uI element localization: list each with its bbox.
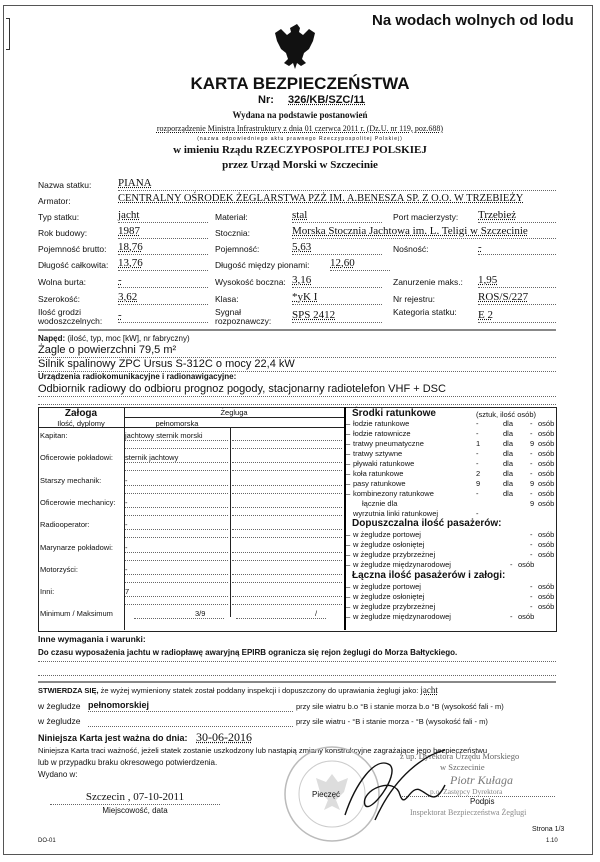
loss-text-2: lub w przypadku braku okresowego potwierdzenia. (38, 758, 218, 767)
field-value: 18,76 (118, 241, 143, 253)
crew-subheader: Ilość, dyplomy (57, 419, 105, 428)
field-label: Rok budowy: (38, 228, 88, 238)
regulation: rozporządzenie Ministra Infrastruktury z dnia 01 czerwca 2011 r. (Dz.U. nr 119, poz.688) (156, 124, 444, 133)
signature-label: Podpis (470, 797, 495, 806)
safety-item-dash: – (346, 439, 351, 448)
passenger-dash: – (346, 550, 351, 559)
dotted-line (125, 529, 228, 530)
dotted-line (232, 493, 342, 494)
line1-value: pełnomorskiej (88, 700, 150, 710)
dla-label: dla (503, 429, 514, 438)
dotted-line (118, 254, 208, 255)
safety-item-persons: - (530, 419, 533, 428)
safety-item-dash: – (346, 459, 351, 468)
passenger-dash: – (346, 540, 351, 549)
valid-until-value: 30-06-2016 (196, 730, 252, 744)
total-title: Łączna ilość pasażerów i załogi: (352, 570, 506, 581)
safety-item-persons: - (530, 489, 533, 498)
statement-text: że wyżej wymieniony statek został poddany inspekcji i dopuszczony do uprawiania żeglugi jako: (100, 686, 419, 695)
safety-item-dash: – (346, 449, 351, 458)
field-value: Morska Stocznia Jachtowa im. L. Teligi w Szczecinie (292, 225, 528, 237)
crew-value-pelnomorska: - (125, 564, 128, 574)
field-label: Wolna burta: (38, 277, 87, 287)
dotted-line (232, 560, 342, 561)
dotted-line (125, 493, 228, 494)
handwritten-signature (335, 745, 455, 825)
dotted-line (292, 322, 382, 323)
crew-role-label: Starszy mechanik: (40, 475, 102, 485)
dotted-line (125, 582, 228, 583)
binding-mark (6, 18, 10, 50)
dotted-line (232, 470, 342, 471)
dotted-line (478, 254, 556, 255)
safety-item-dash: – (346, 489, 351, 498)
dotted-line (232, 552, 342, 553)
dotted-line (118, 304, 208, 305)
total-people-dash: – (346, 612, 351, 621)
total-people-label: w żegludze osłoniętej (353, 592, 425, 601)
field-label: Materiał: (215, 212, 248, 222)
passenger-label: w żegludze przybrzeżnej (353, 550, 436, 559)
issued-basis: Wydana na podstawie postanowień (232, 110, 368, 120)
field-value: 3,16 (292, 274, 312, 286)
dotted-line (478, 287, 556, 288)
osob-label: osób (518, 612, 535, 621)
dotted-line (125, 462, 228, 463)
field-label: Szerokość: (38, 294, 81, 304)
line-thrower-label: wyrzutnia linki ratunkowej (353, 509, 439, 518)
dla-label: dla (503, 489, 514, 498)
crew-value-pelnomorska: - (125, 542, 128, 552)
crew-role-label: Kapitan: (40, 431, 68, 440)
statement-as-value: jacht (420, 685, 438, 695)
safety-item-dash: – (346, 479, 351, 488)
total-people-value: - (530, 582, 533, 591)
section-divider (38, 329, 556, 331)
regulation-note: (nazwa odpowiedniego aktu prawnego Rzeczypospolitej Polskiej) (197, 136, 403, 142)
crew-role-label: Oficerowie pokładowi: (40, 453, 113, 463)
dotted-line (118, 238, 208, 239)
dotted-line (125, 552, 228, 553)
field-value: 3,62 (118, 291, 138, 303)
field-label: Długość całkowita: (38, 260, 109, 270)
osob-label: osób (538, 592, 555, 601)
total-people-value: - (530, 602, 533, 611)
safety-item-count: - (476, 419, 479, 428)
dotted-line (292, 222, 382, 223)
field-value: - (118, 309, 122, 321)
field-value: 1987 (118, 225, 140, 237)
by-office: przez Urząd Morski w Szczecinie (222, 159, 378, 171)
field-value-owner: CENTRALNY OŚRODEK ŻEGLARSTWA PZŻ IM. A.BENESZA SP. Z O.O. W TRZEBIEŻY (118, 193, 524, 204)
statement-lead: STWIERDZA SIĘ, (38, 686, 99, 695)
on-behalf: w imieniu Rządu RZECZYPOSPOLITEJ POLSKIEJ (173, 144, 427, 156)
crew-value-pelnomorska: - (125, 520, 128, 530)
safety-item-dash: – (346, 419, 351, 428)
field-label: Sygnał rozpoznawczy: (215, 307, 272, 326)
dotted-line (232, 507, 342, 508)
line-thrower-value: - (476, 509, 479, 518)
field-label: Ilość grodzi wodoszczelnych: (38, 307, 103, 326)
field-label: Port macierzysty: (393, 212, 459, 222)
place-date-caption: Miejscowość, data (102, 806, 168, 815)
line2-tail: przy sile wiatru - °B i stanie morza - °B (wysokość fali - m) (296, 717, 488, 726)
passenger-label: w żegludze międzynarodowej (353, 560, 451, 569)
propulsion-label: Napęd: (38, 334, 66, 343)
field-label: Pojemność brutto: (38, 244, 107, 254)
line2-label: w żegludze (38, 716, 81, 726)
crew-role-label: Oficerowie mechanicy: (40, 497, 116, 507)
crew-role-label: Minimum / Maksimum (40, 609, 113, 619)
issued-label: Wydano w: (38, 770, 78, 779)
dotted-line (478, 322, 556, 323)
safety-item-label: łodzie ratownicze (353, 429, 411, 438)
safety-item-persons: - (530, 429, 533, 438)
field-value: jacht (118, 209, 140, 221)
propulsion-heading (38, 334, 190, 343)
field-value: - (118, 274, 122, 286)
safety-item-label: pasy ratunkowe (353, 479, 406, 488)
signatory-name: Piotr Kułaga (450, 773, 514, 787)
valid-until-label: Niniejsza Karta jest ważna do dnia: (38, 733, 188, 743)
safety-item-persons: - (530, 469, 533, 478)
safety-item-label: łodzie ratunkowe (353, 419, 410, 428)
dotted-line (232, 582, 342, 583)
field-label: Typ statku: (38, 212, 80, 222)
signatory-line-4: Inspektorat Bezpieczeństwa Żeglugi (410, 808, 527, 817)
dotted-line (125, 448, 228, 449)
dotted-line (292, 238, 556, 239)
dotted-line (292, 254, 382, 255)
crew-role-label: Marynarze pokładowi: (40, 542, 113, 552)
osob-label: osób (538, 469, 555, 478)
dotted-line (125, 507, 228, 508)
dotted-line (232, 574, 342, 575)
osob-label: osób (518, 560, 535, 569)
osob-label: osób (538, 419, 555, 428)
dotted-line (478, 304, 556, 305)
passenger-value: - (530, 530, 533, 539)
dotted-line (292, 304, 382, 305)
dotted-line (125, 515, 228, 516)
dotted-line (232, 448, 342, 449)
safety-item-count: 2 (476, 469, 481, 478)
passenger-value: - (530, 550, 533, 559)
safety-item-label: pływaki ratunkowe (353, 459, 415, 468)
osob-label: osób (538, 540, 555, 549)
crew-value-pelnomorska: jachtowy sternik morski (125, 431, 203, 440)
dotted-line (125, 574, 228, 575)
osob-label: osób (538, 449, 555, 458)
safety-title: Środki ratunkowe (352, 408, 436, 419)
passenger-value: - (530, 540, 533, 549)
safety-item-label: tratwy pneumatyczne (353, 439, 424, 448)
crew-value-pelnomorska: 7 (125, 587, 130, 597)
dla-label: dla (503, 459, 514, 468)
safety-item-count: - (476, 459, 479, 468)
field-label: Pojemność: (215, 244, 260, 254)
total-people-label: w żegludze międzynarodowej (353, 612, 451, 621)
dotted-line (125, 596, 228, 597)
safety-item-persons: 9 (530, 439, 535, 448)
total-people-label: w żegludze przybrzeżnej (353, 602, 436, 611)
crew-value-pelnomorska: 3/9 (195, 609, 206, 619)
osob-label: osób (538, 459, 555, 468)
safety-item-label: koła ratunkowe (353, 469, 404, 478)
passenger-value: - (510, 560, 513, 569)
field-label: Nazwa statku: (38, 180, 92, 190)
crew-header: Załoga (64, 408, 98, 419)
dotted-line (232, 596, 342, 597)
total-people-value: - (530, 592, 533, 601)
dotted-line (236, 618, 326, 619)
safety-item-dash: – (346, 469, 351, 478)
safety-item-count: - (476, 429, 479, 438)
nr-value: 326/KB/SZC/11 (288, 94, 366, 106)
field-label: Kategoria statku: (393, 307, 457, 317)
document-title: KARTA BEZPIECZEŃSTWA (190, 74, 410, 93)
dotted-line (292, 287, 382, 288)
total-people-dash: – (346, 582, 351, 591)
safety-item-count: - (476, 449, 479, 458)
field-value: 5,63 (292, 241, 312, 253)
field-label: Nr rejestru: (393, 294, 436, 304)
dotted-line (118, 222, 208, 223)
field-value: 12,60 (330, 257, 355, 269)
dotted-line (232, 440, 342, 441)
total-people-label: w żegludze portowej (353, 582, 421, 591)
crew-value-pelnomorska: - (125, 497, 128, 507)
field-value: 1,95 (478, 274, 498, 286)
dotted-line (125, 537, 228, 538)
field-value: Trzebież (478, 209, 517, 221)
dotted-line (118, 322, 208, 323)
other-requirements-label: Inne wymagania i warunki: (38, 634, 146, 644)
field-label: Stocznia: (215, 228, 250, 238)
crew-role-label: Radiooperator: (40, 520, 90, 530)
safety-item-count: 1 (476, 439, 481, 448)
total-people-dash: – (346, 592, 351, 601)
field-value: 13,76 (118, 257, 143, 269)
nr-label: Nr: (258, 94, 274, 106)
form-code: DO-01 (38, 838, 56, 844)
osob-label: osób (538, 602, 555, 611)
place-date: Szczecin , 07-10-2011 (85, 791, 185, 803)
navigation-col-pelnomorska: pełnomorska (155, 419, 199, 428)
dotted-line (330, 270, 390, 271)
osob-label: osób (538, 489, 555, 498)
page-number: Strona 1/3 (532, 826, 565, 833)
line1-label: w żegludze (38, 701, 81, 711)
field-label: Armator: (38, 196, 71, 206)
dotted-line (232, 515, 342, 516)
other-requirements-value: Do czasu wyposażenia jachtu w radiopławę awaryjną EPIRB ogranicza się rejon żeglugi do Morza Bałtyckiego. (38, 648, 458, 657)
propulsion-hint: (ilość, typ, moc [kW], nr fabryczny) (67, 334, 190, 343)
dotted-line (118, 270, 208, 271)
crew-value-other: / (315, 609, 318, 619)
dotted-line (134, 618, 224, 619)
passenger-dash: – (346, 530, 351, 539)
field-label: Zanurzenie maks.: (393, 277, 463, 287)
radio-label: Urządzenia radiokomunikacyjne i radionawigacyjne: (38, 372, 237, 381)
total-label: łącznie dla (362, 499, 398, 508)
safety-item-label: kombinezony ratunkowe (353, 489, 434, 498)
dotted-line (125, 440, 228, 441)
dotted-line (118, 287, 208, 288)
safety-item-count: 9 (476, 479, 481, 488)
field-label: Długość między pionami: (215, 260, 310, 270)
field-value: ROS/S/227 (478, 291, 529, 303)
loss-text-1: Niniejsza Karta traci ważność, jeżeli statek zostanie uszkodzony lub nastąpią zmiany konstrukcyjne zagrażające jego bezpieczeństwu (38, 746, 488, 755)
passengers-title: Dopuszczalna ilość pasażerów: (352, 518, 502, 529)
top-right-note: Na wodach wolnych od lodu (372, 12, 574, 29)
signatory-line-1: z up. Dyrektora Urzędu Morskiego (400, 751, 520, 761)
line1-tail: przy sile wiatru b.o °B i stanie morza b.o °B (wysokość fali - m) (296, 702, 504, 711)
dla-label: dla (503, 419, 514, 428)
stamp-label: Pieczęć (312, 790, 341, 799)
field-value: E 2 (478, 309, 493, 321)
radio-value: Odbiornik radiowy do odbioru prognoz pogody, stacjonarny radiotelefon VHF + DSC (38, 383, 446, 395)
safety-item-count: - (476, 489, 479, 498)
safety-item-label: tratwy sztywne (353, 449, 403, 458)
total-people-value: - (510, 612, 513, 621)
dotted-line (125, 485, 228, 486)
field-value: - (478, 241, 482, 253)
section-divider (38, 681, 556, 683)
dotted-line (232, 485, 342, 486)
crew-value-pelnomorska: sternik jachtowy (125, 453, 179, 463)
dla-label: dla (503, 469, 514, 478)
safety-item-persons: - (530, 459, 533, 468)
field-label: Klasa: (215, 294, 239, 304)
dla-label: dla (503, 449, 514, 458)
osob-label: osób (538, 530, 555, 539)
signatory-line-2: w Szczecinie (440, 762, 485, 772)
signatory-line-3: p.o. Zastępcy Dyrektora (430, 787, 503, 796)
osob-label: osób (538, 439, 555, 448)
crew-role-label: Motorzyści: (40, 564, 78, 574)
osob-label: osób (538, 499, 555, 508)
passenger-dash: – (346, 560, 351, 569)
field-label: Wysokość boczna: (215, 277, 286, 287)
field-value: SPS 2412 (292, 309, 336, 321)
dotted-line (232, 604, 342, 605)
dotted-line (232, 529, 342, 530)
safety-units: (sztuk, ilość osób) (476, 410, 537, 419)
field-label: Nośność: (393, 244, 429, 254)
osob-label: osób (538, 550, 555, 559)
dotted-line (118, 190, 556, 191)
field-value-ship-name: PIANA (118, 177, 152, 189)
dotted-line (125, 470, 228, 471)
crew-role-label: Inni: (40, 587, 55, 597)
total-people-dash: – (346, 602, 351, 611)
dotted-line (125, 560, 228, 561)
navigation-header: Żegluga (220, 408, 248, 417)
polish-eagle-emblem-icon (275, 22, 319, 70)
dotted-line (232, 537, 342, 538)
statement (38, 685, 438, 695)
dla-label: dla (503, 439, 514, 448)
passenger-label: w żegludze portowej (353, 530, 421, 539)
crew-value-pelnomorska: - (125, 475, 128, 485)
safety-item-dash: – (346, 429, 351, 438)
dotted-line (125, 604, 228, 605)
passenger-label: w żegludze osłoniętej (353, 540, 425, 549)
form-version: 1.10 (546, 838, 558, 844)
dla-label: dla (503, 479, 514, 488)
field-value: *yK I (292, 291, 318, 303)
field-value: stal (292, 209, 308, 221)
osob-label: osób (538, 429, 555, 438)
propulsion-line-2: Silnik spalinowy ZPC Ursus S-312C o mocy 22,4 kW (38, 358, 295, 370)
propulsion-line-1: Żagle o powierzchni 79,5 m² (38, 344, 177, 356)
osob-label: osób (538, 479, 555, 488)
osob-label: osób (538, 582, 555, 591)
safety-item-persons: 9 (530, 479, 535, 488)
dotted-line (478, 222, 556, 223)
total-persons: 9 (530, 499, 535, 508)
safety-item-persons: - (530, 449, 533, 458)
dotted-line (232, 462, 342, 463)
